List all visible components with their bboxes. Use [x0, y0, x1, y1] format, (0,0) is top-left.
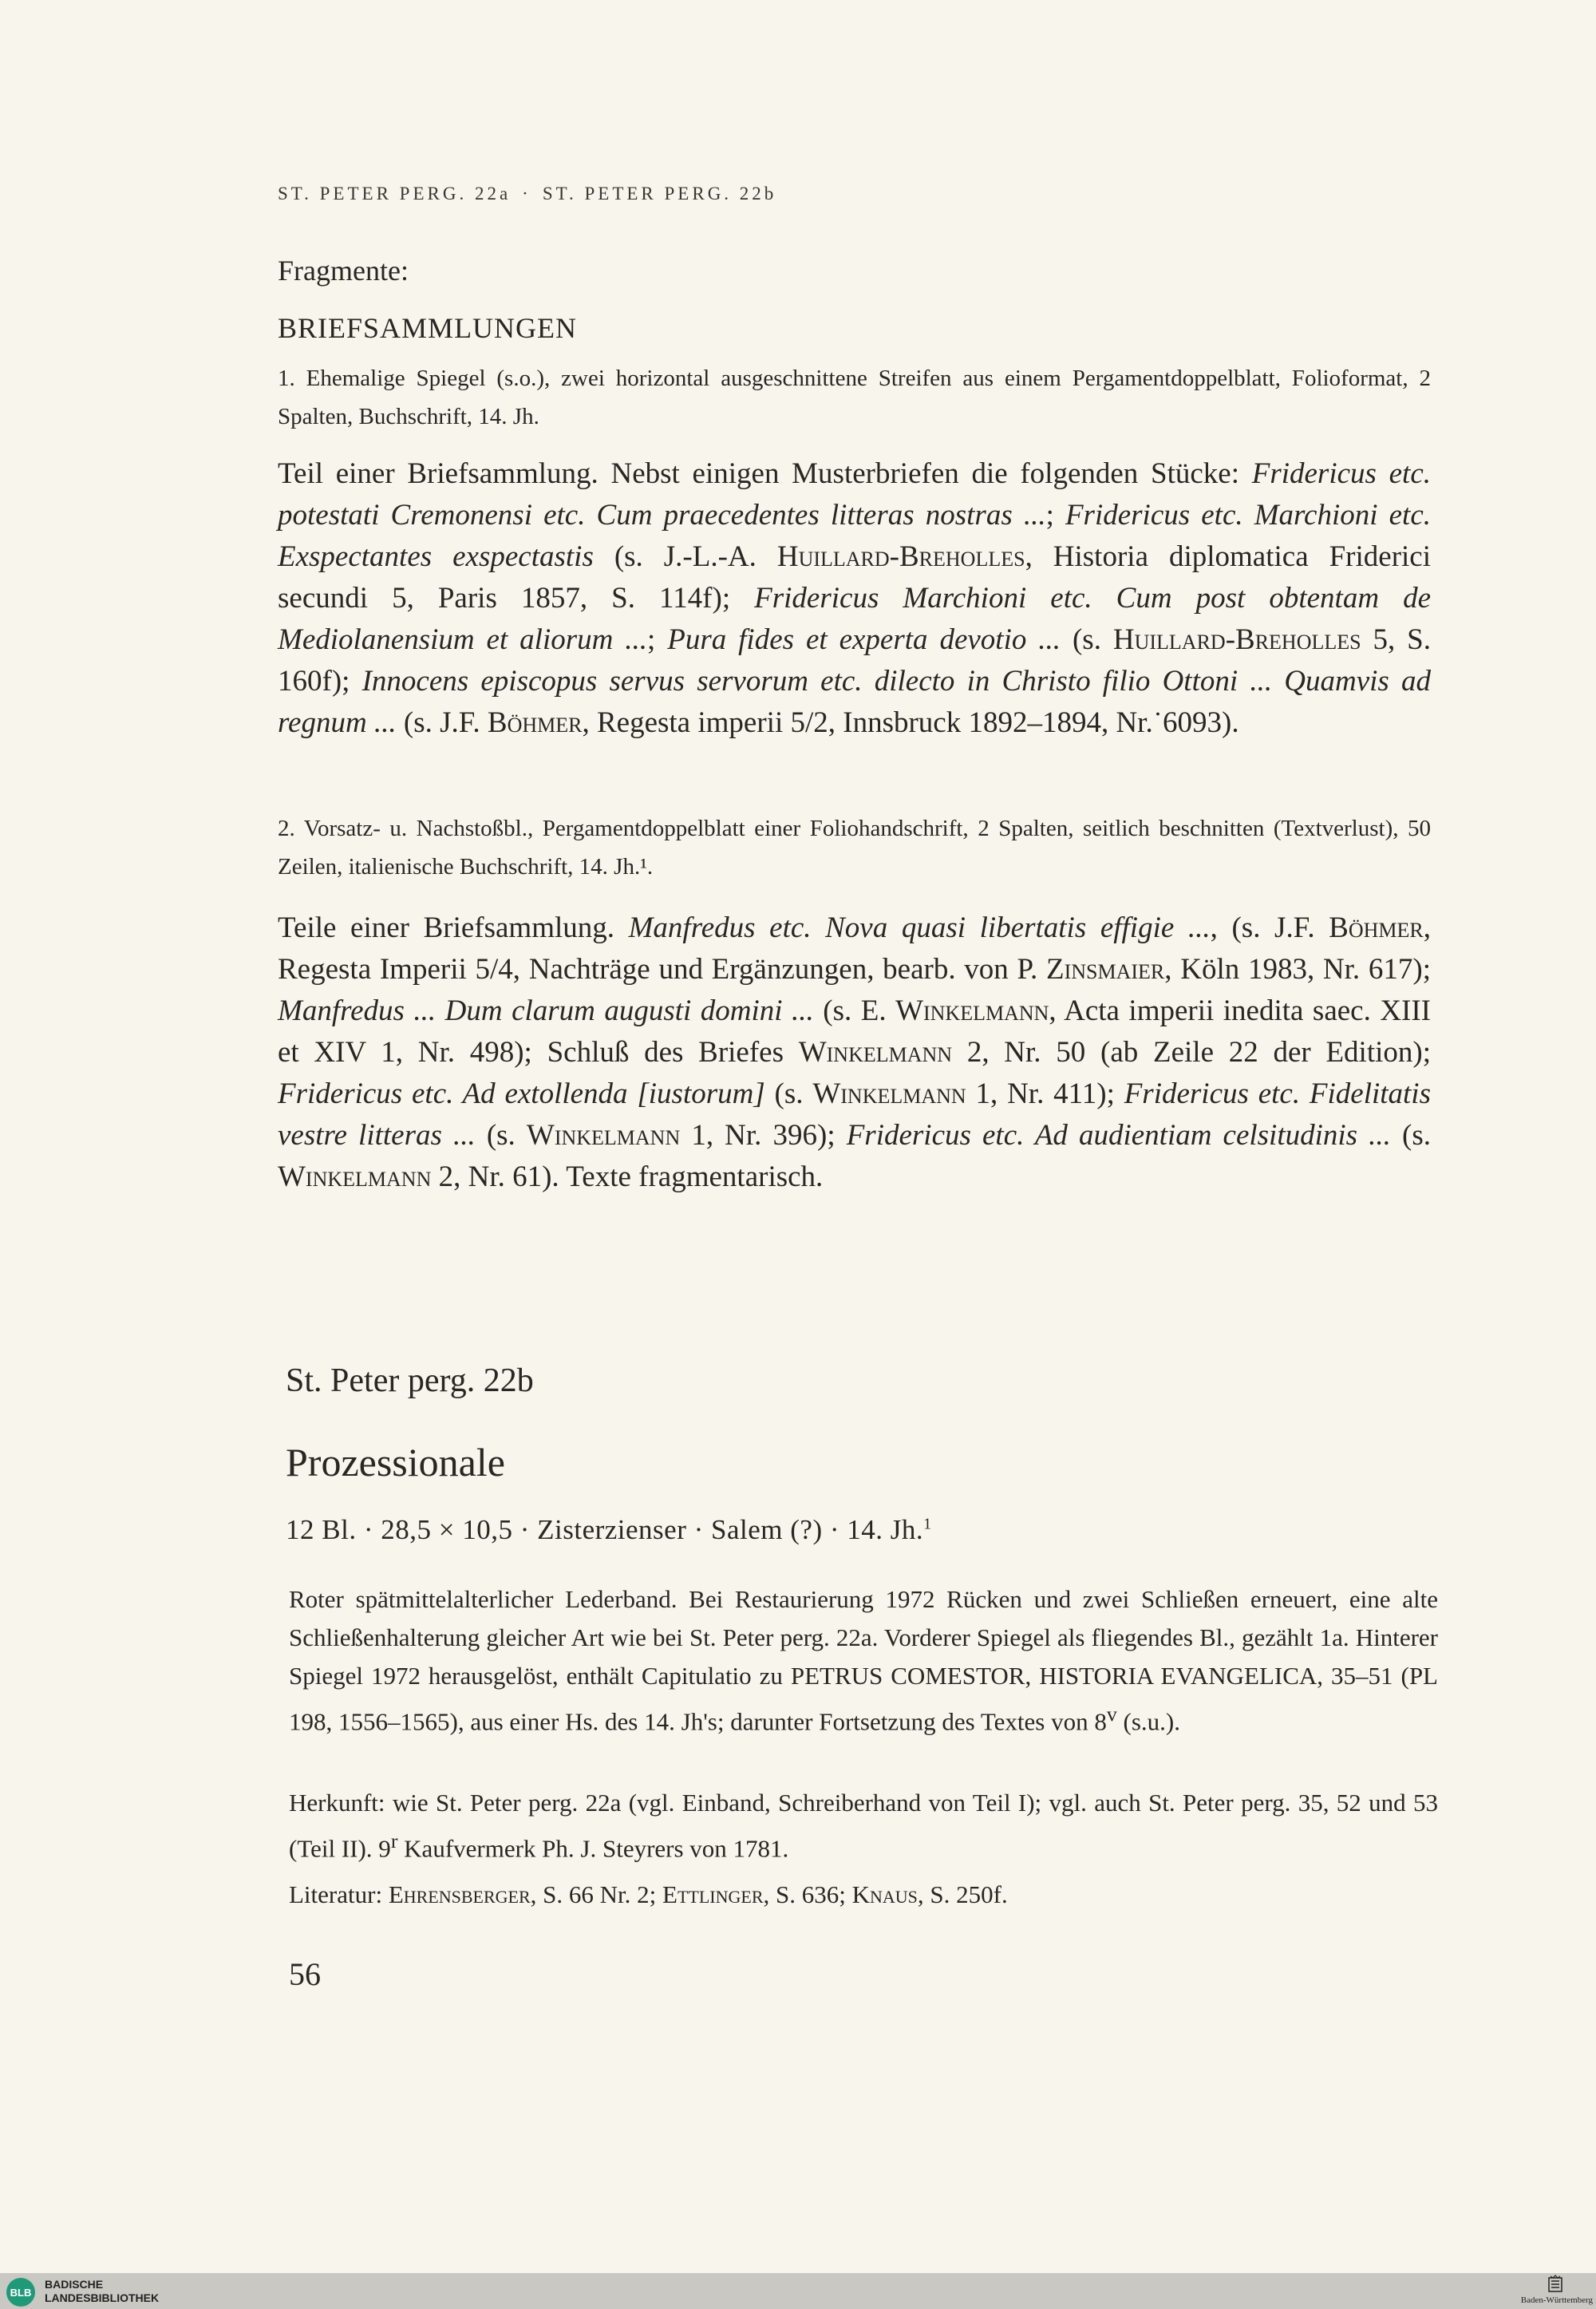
text-run: (s.	[1061, 623, 1113, 656]
incipit: Pura fides et experta devotio ...	[667, 623, 1061, 656]
literature-label: Literatur:	[289, 1880, 389, 1908]
running-head-separator: ·	[522, 184, 531, 204]
author-name: Huillard-Breholles	[1112, 623, 1361, 656]
incipit: Fridericus etc. Ad audientiam celsitudinis ...	[846, 1119, 1391, 1152]
text-run: (s. E.	[813, 994, 896, 1027]
text-run: 2, Nr. 61). Texte fragmentarisch.	[431, 1160, 824, 1193]
author-name: Ehrensberger	[388, 1880, 531, 1908]
text-run: ;	[647, 623, 668, 656]
page-number: 56	[289, 1956, 321, 1992]
text-run: 1, Nr. 396);	[680, 1119, 847, 1152]
author-name: Zinsmaier	[1045, 953, 1165, 986]
provenance	[289, 1784, 1438, 1868]
incipit: Fridericus etc. Ad extollenda [iustorum]	[278, 1077, 765, 1110]
verso-marker: v	[1106, 1702, 1117, 1726]
author-name: Huillard-Breholles	[776, 540, 1025, 573]
author-name: Böhmer	[1329, 911, 1424, 944]
text-run: Herkunft: wie St. Peter perg. 22a (vgl. Einband, Schreiberhand von Teil I); vgl. auch St. Peter perg. 35, 52 und 53 (Teil II). 9	[289, 1789, 1438, 1863]
incipit: Fridericus etc. Marchioni etc. Exspectantes exspectastis	[278, 499, 1432, 573]
item1-contents	[278, 453, 1431, 744]
text-run: Teil einer Briefsammlung. Nebst einigen Musterbriefen die folgenden Stücke:	[278, 457, 1252, 490]
text-run: 1, Nr. 411);	[966, 1077, 1124, 1110]
text-run: (s.	[475, 1119, 527, 1152]
author-name: Winkelmann	[895, 994, 1049, 1027]
text-run: (s.	[764, 1077, 813, 1110]
text-run: , Historia diplomatica Friderici secundi 5, Paris 1857, S. 114f);	[278, 540, 1431, 615]
blb-logo-icon: BLB	[6, 2278, 35, 2307]
library-footer	[0, 2273, 1596, 2309]
author-name: Winkelmann	[798, 1036, 953, 1069]
library-name-line: BADISCHE	[45, 2278, 104, 2291]
author-name: Knaus	[851, 1880, 918, 1908]
library-name-line: LANDESBIBLIOTHEK	[45, 2291, 160, 2304]
incipit: Manfredus ... Dum clarum augusti domini ...	[278, 994, 814, 1027]
text-run: Kaufvermerk Ph. J. Steyrers von 1781.	[397, 1834, 789, 1863]
state-label: Baden-Württemberg	[1520, 2295, 1593, 2305]
binding-description	[289, 1580, 1438, 1741]
author-name: Winkelmann	[278, 1160, 432, 1193]
item2-contents	[278, 907, 1431, 1198]
item1-description: 1. Ehemalige Spiegel (s.o.), zwei horizontal ausgeschnittene Streifen aus einem Pergamentdoppelblatt, Folioformat, 2 Spalten, Buchschrift, 14. Jh.	[278, 366, 1431, 429]
text-run: (s.	[1390, 1119, 1431, 1152]
recto-marker: r	[390, 1829, 398, 1852]
text-run: , S. 250f.	[917, 1880, 1008, 1908]
incipit: Fridericus etc. Fidelitatis vestre litteras ...	[278, 1077, 1431, 1152]
text-run: , Regesta imperii 5/2, Innsbruck 1892–1894, Nr.˙6093).	[582, 706, 1239, 739]
text-run: Roter spätmittelalterlicher Lederband. Bei Restaurierung 1972 Rücken und zwei Schließen erneuert, eine alte Schließenhalterung gleicher Art wie bei St. Peter perg. 22a. Vorderer Spiegel als fliegendes Bl., gezählt 1a. Hinterer Spiegel 1972 herausgelöst, enthält Capitulatio zu PETRUS COMESTOR, HISTORIA EVANGELICA, 35–51 (PL 198, 1556–1565), aus einer Hs. des 14. Jh's; darunter Fortsetzung des Textes von 8	[289, 1585, 1438, 1736]
library-name	[45, 2278, 159, 2305]
entry-title: Prozessionale	[286, 1440, 505, 1485]
incipit: Fridericus etc. potestati Cremonensi etc. Cum praecedentes litteras nostras ...	[278, 457, 1432, 532]
fragmente-label: Fragmente:	[278, 255, 409, 287]
incipit: Innocens episcopus servus servorum etc. dilecto in Christo filio Ottoni ... Quamvis ad regnum ...	[278, 665, 1431, 739]
text-run: , Köln 1983, Nr. 617);	[1164, 953, 1432, 986]
text-run: (s. J.-L.-A.	[593, 540, 777, 573]
running-head-left: ST. PETER PERG. 22a	[278, 184, 512, 204]
text-run: 5, S. 160f);	[278, 623, 1432, 698]
text-run: , Acta imperii inedita saec. XIII et XIV 1, Nr. 498); Schluß des Briefes	[278, 994, 1431, 1069]
text-run: 2, Nr. 50 (ab Zeile 22 der Edition);	[952, 1036, 1431, 1069]
text-run: , S. 636;	[763, 1880, 852, 1908]
item2-description: 2. Vorsatz- u. Nachstoßbl., Pergamentdoppelblatt einer Foliohandschrift, 2 Spalten, seitlich beschnitten (Textverlust), 50 Zeilen, italienische Buchschrift, 14. Jh.¹.	[278, 816, 1431, 880]
author-name: Böhmer	[487, 706, 583, 739]
text-run: ;	[1045, 499, 1065, 532]
state-coat-of-arms-icon	[1547, 2275, 1564, 2294]
running-head-right: ST. PETER PERG. 22b	[542, 184, 777, 204]
footnote-marker: 1	[923, 1515, 932, 1533]
entry-shelfmark: St. Peter perg. 22b	[286, 1362, 534, 1399]
entry-metadata	[286, 1514, 1439, 1546]
incipit: Fridericus Marchioni etc. Cum post obtentam de Mediolanensium et aliorum ...	[278, 582, 1432, 656]
section-heading: BRIEFSAMMLUNGEN	[278, 312, 578, 344]
text-run: Teile einer Briefsammlung.	[278, 911, 629, 944]
text-run: , S. 66 Nr. 2;	[530, 1880, 663, 1908]
text-run: (s.u.).	[1116, 1707, 1180, 1736]
text-run: , Regesta Imperii 5/4, Nachträge und Ergänzungen, bearb. von P.	[278, 911, 1431, 986]
metadata-text: 12 Bl. · 28,5 × 10,5 · Zisterzienser · Salem (?) · 14. Jh.	[286, 1514, 924, 1545]
author-name: Winkelmann	[812, 1077, 966, 1110]
running-head	[278, 184, 776, 204]
incipit: Manfredus etc. Nova quasi libertatis effigie ...	[628, 911, 1211, 944]
author-name: Winkelmann	[526, 1119, 681, 1152]
text-run: (s. J.F.	[396, 706, 488, 739]
text-run: , (s. J.F.	[1210, 911, 1329, 944]
author-name: Ettlinger	[662, 1880, 764, 1908]
literature	[289, 1876, 1438, 1914]
